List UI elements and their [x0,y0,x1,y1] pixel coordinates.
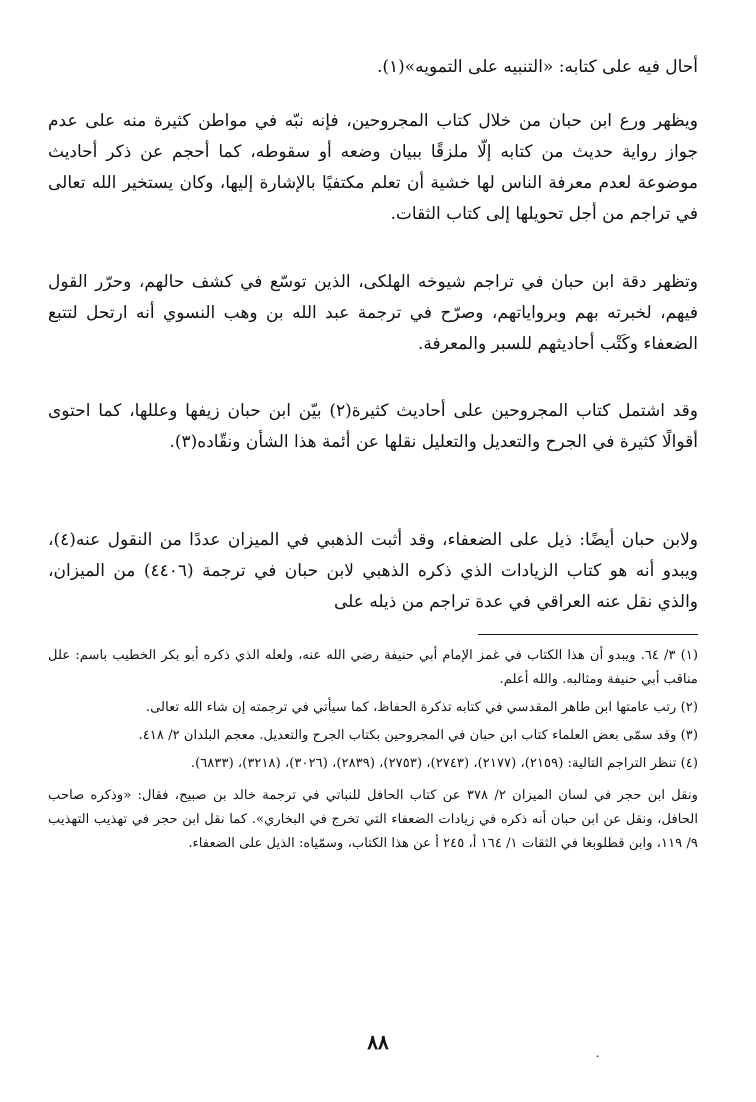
body-paragraph-5: ولابن حبان أيضًا: ذيل على الضعفاء، وقد أثبت الذهبي في الميزان عددًا من النقول عنه(٤)، ويبدو أنه هو كتاب الزيادات الذي ذكره الذهبي لابن حبان في ترجمة (٤٤٠٦) من الميزان، والذي نقل عنه العراقي في عدة تراجم من ذيله على [48,530,698,612]
book-page [48,40,698,1080]
page-number: ٨٨ [367,1030,389,1054]
footnote-2: (٢) رتب عامتها ابن طاهر المقدسي في كتابه تذكرة الحفاظ، كما سيأتي في ترجمته إن شاء الله تعالى. [145,700,698,715]
body-paragraph-4: وقد اشتمل كتاب المجروحين على أحاديث كثيرة(٢) بيّن ابن حبان زيفها وعللها، كما احتوى أقوالًا كثيرة في الجرح والتعديل والتعليل نقلها عن أئمة هذا الشأن ونقّاده(٣). [48,401,698,452]
body-paragraph-2: ويظهر ورع ابن حبان من خلال كتاب المجروحين، فإنه نبّه في مواطن كثيرة منه على عدم جواز رواية حديث من كتابه إلّا ملزقًا ببيان وضعه أو سقوطه، كما أحجم عن ذكر أحاديث موضوعة لعدم معرفة الناس لها خشية أن تعلم مكتفيًا بالإشارة إليها، وكان يستخير الله تعالى في تراجم من أجل تحويلها إلى كتاب الثقات. [48,111,699,224]
footnote-continuation: ونقل ابن حجر في لسان الميزان ٢/ ٣٧٨ عن كتاب الحافل للنباتي في ترجمة خالد بن صبيح، فقال: «وذكره صاحب الحافل، ونقل عن ابن حبان أنه ذكره في زيادات الضعفاء التي تخرج في البخاري». كما نقل ابن حجر في تهذيب التهذيب ٩/ ١١٩، وابن قطلوبغا في الثقات ١/ ١٦٤ أ، ٢٤٥ أ عن هذا الكتاب، وسمّياه: الذيل على الضعفاء. [48,788,699,851]
stray-mark: ˙ [594,1054,601,1070]
footnote-separator [478,634,698,635]
body-paragraph-1: أحال فيه على كتابه: «التنبيه على التمويه»(١). [376,57,698,77]
footnote-1: (١) ٣/ ٦٤. ويبدو أن هذا الكتاب في غمز الإمام أبي حنيفة رضي الله عنه، ولعله الذي ذكره أبو بكر الخطيب باسم: علل مناقب أبي حنيفة ومثالبه. والله أعلم. [48,648,699,687]
footnotes [48,644,698,860]
body-paragraph-3: وتظهر دقة ابن حبان في تراجم شيوخه الهلكى، الذين توسّع في كشف حالهم، وحرّر القول فيهم، لخبرته بهم وبرواياتهم، وصرّح في ترجمة عبد الله بن وهب النسوي أنه ارتحل لتتبع الضعفاء وكَتْب أحاديثهم للسبر والمعرفة. [48,272,698,354]
footnote-3: (٣) وقد سمّى بعض العلماء كتاب ابن حبان في المجروحين بكتاب الجرح والتعديل. معجم البلدان ٢/ ٤١٨. [138,728,698,743]
footnote-4: (٤) تنظر التراجم التالية: (٢١٥٩)، (٢١٧٧)، (٢٧٤٣)، (٢٧٥٣)، (٢٨٣٩)، (٣٠٢٦)، (٣٢١٨)، (٦٨٣٣). [190,756,698,771]
